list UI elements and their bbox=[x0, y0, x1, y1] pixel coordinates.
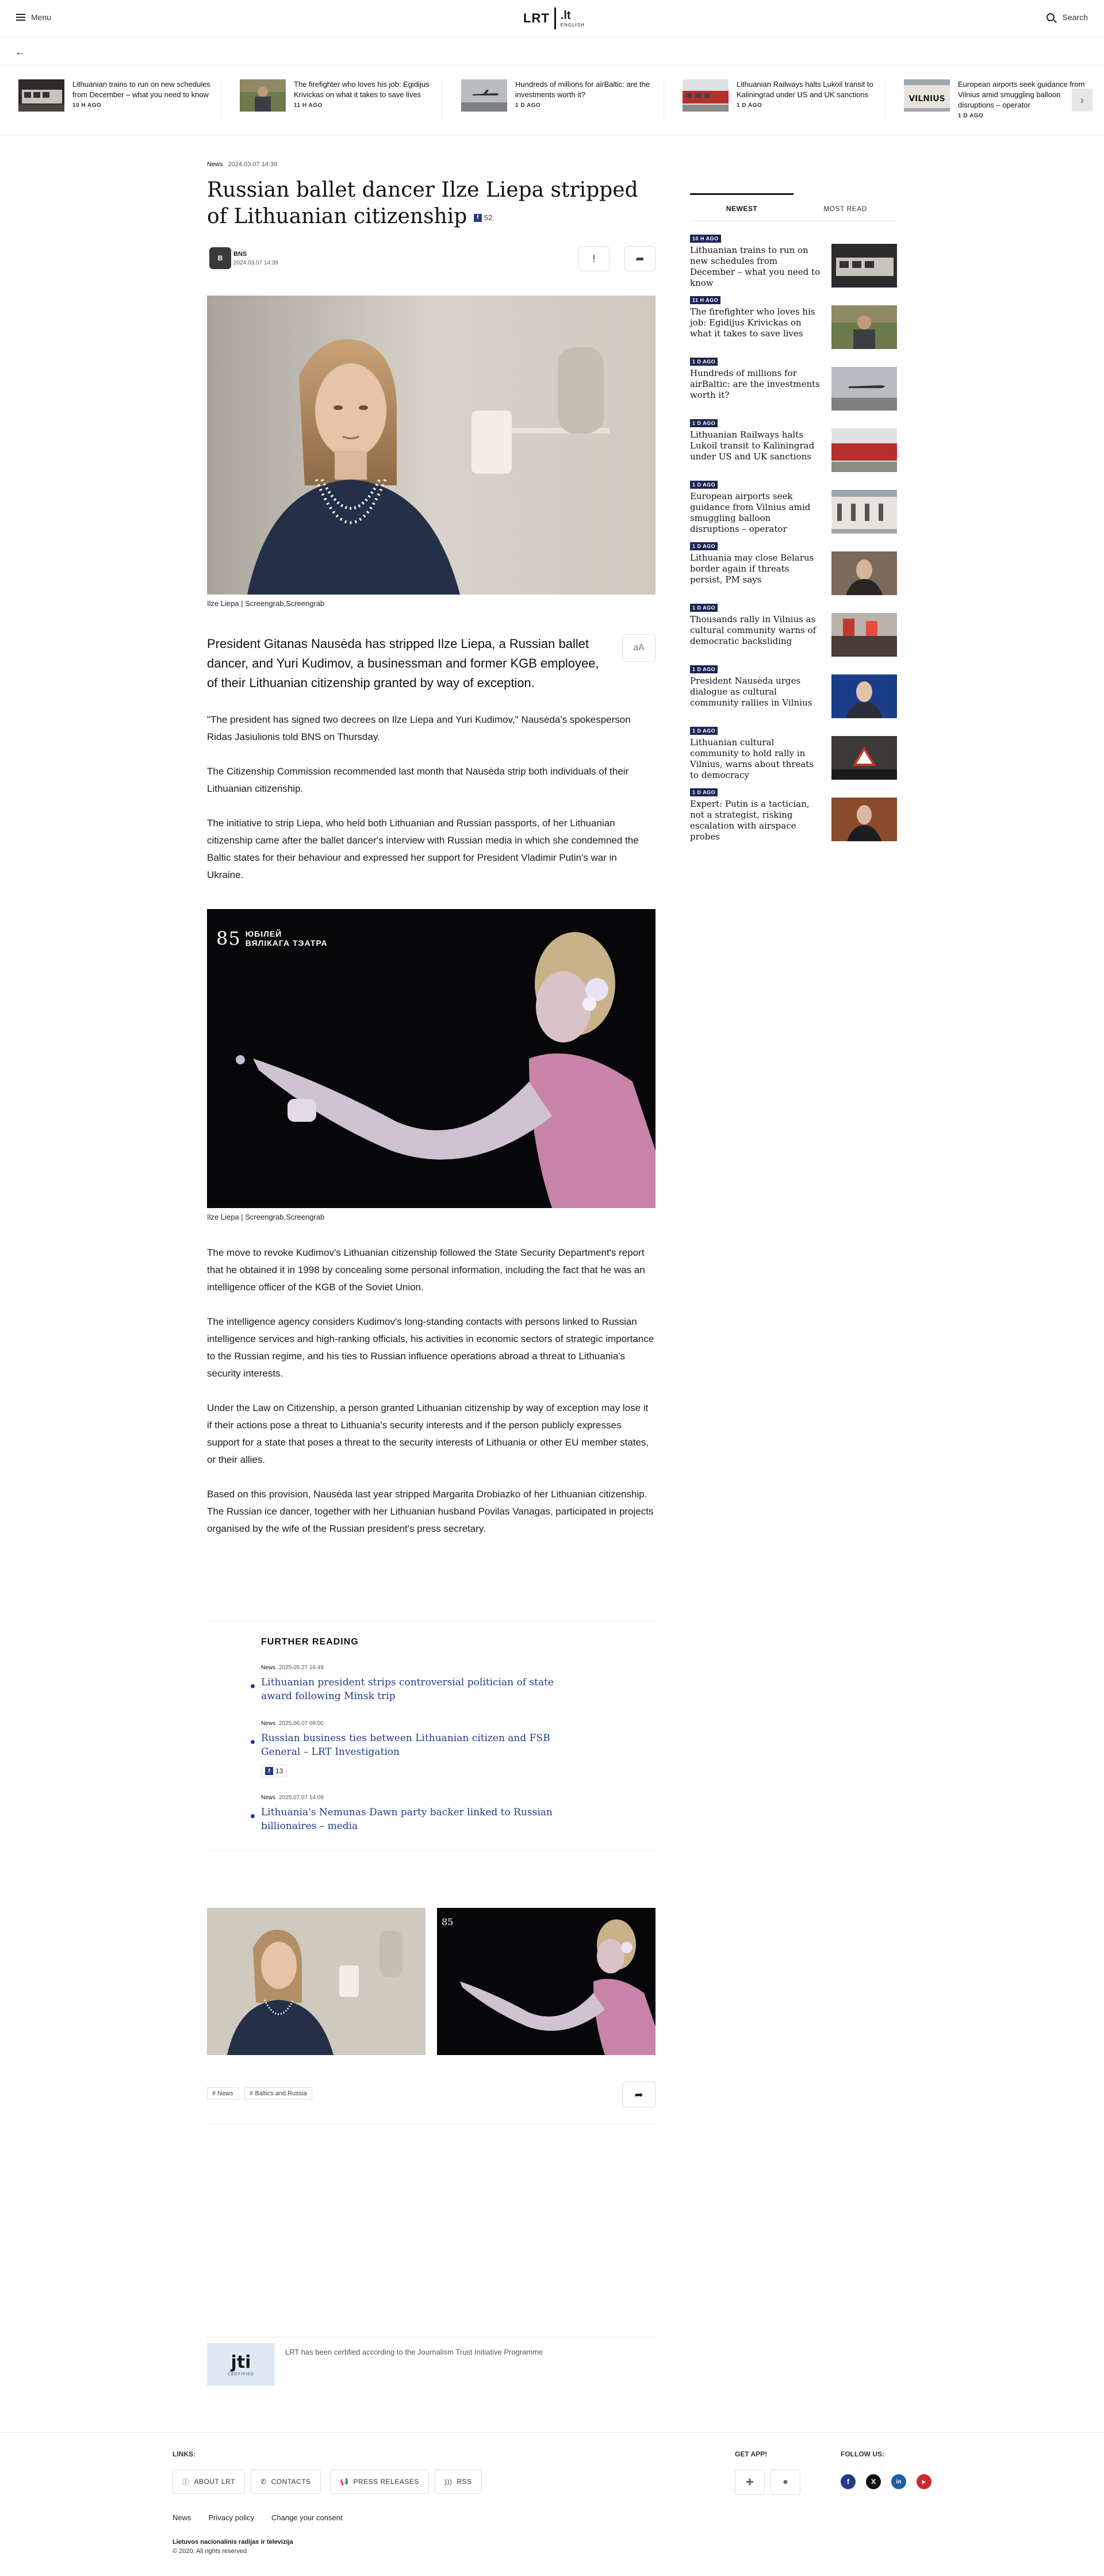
tag-news[interactable]: # News bbox=[207, 2087, 239, 2100]
phone-icon: ✆ bbox=[260, 2478, 267, 2486]
menu-icon bbox=[16, 14, 25, 21]
further-date: 2025.06.07 09:00 bbox=[279, 1720, 324, 1727]
font-size-button[interactable]: aA bbox=[622, 634, 656, 662]
photo-gallery bbox=[207, 1908, 656, 2055]
gallery-ballet bbox=[437, 1908, 656, 2055]
sidebar-news-item[interactable] bbox=[690, 344, 897, 405]
sidebar-news-title[interactable]: Lithuanian cultural community to hold rally in Vilnius, warns about threats to democracy bbox=[690, 737, 814, 780]
strip-thumb-plane bbox=[461, 79, 507, 112]
share-button[interactable] bbox=[622, 2082, 656, 2108]
sidebar-thumbnail bbox=[831, 244, 897, 288]
gallery-overlay-number: 85 bbox=[442, 1916, 454, 1927]
sidebar-news-title[interactable]: President Nausėda urges dialogue as cultural community rallies in Vilnius bbox=[690, 676, 812, 708]
further-meta bbox=[261, 1795, 656, 1801]
android-icon: ✚ bbox=[746, 2478, 754, 2487]
site-header bbox=[0, 0, 1104, 37]
paragraph: The move to revoke Kudimov's Lithuanian citizenship followed the State Security Department's report that he obtained it in 1998 by concealing some personal information, including the fact that he was an intelligence officer of the KGB of the Soviet Union. bbox=[207, 1247, 645, 1293]
paragraph: The initiative to strip Liepa, who held both Lithuanian and Russian passports, of her Lithuanian citizenship came after the ballet dancer's interview with Russian media in which she condemned the Baltic states for their behaviour and expressed her support for President Vladimir Putin's war in Ukraine. bbox=[207, 818, 639, 880]
author-name[interactable]: BNS bbox=[233, 251, 247, 258]
youtube-icon[interactable]: ▶ bbox=[917, 2474, 931, 2489]
sidebar-news-title[interactable]: Lithuanian Railways halts Lukoil transit to Kaliningrad under US and UK sanctions bbox=[690, 430, 815, 462]
further-meta bbox=[261, 1665, 656, 1671]
article-date: 2024.03.07 14:39 bbox=[228, 161, 278, 168]
jti-logo[interactable] bbox=[207, 2343, 275, 2386]
share-arrow-icon: ➦ bbox=[634, 2088, 643, 2100]
strip-item[interactable] bbox=[885, 79, 1104, 122]
facebook-icon[interactable]: f bbox=[841, 2474, 856, 2489]
strip-item[interactable] bbox=[0, 79, 221, 122]
footer-link-rss[interactable] bbox=[435, 2470, 482, 2494]
sidebar-thumbnail bbox=[831, 674, 897, 718]
sidebar-news-item[interactable] bbox=[690, 651, 897, 713]
strip-thumb-train bbox=[18, 79, 64, 112]
back-bar bbox=[0, 37, 1104, 66]
further-meta bbox=[261, 1720, 656, 1727]
facebook-share-count[interactable] bbox=[261, 1765, 287, 1777]
sidebar-thumbnail bbox=[831, 428, 897, 472]
footer-link-label: PRESS RELEASES bbox=[353, 2478, 419, 2486]
report-button[interactable] bbox=[578, 246, 610, 271]
sidebar-thumbnail bbox=[831, 798, 897, 841]
android-app-button[interactable] bbox=[735, 2470, 765, 2495]
article-section[interactable]: News bbox=[207, 161, 223, 168]
linkedin-icon[interactable]: in bbox=[891, 2474, 906, 2489]
facebook-count-value: 13 bbox=[275, 1767, 283, 1775]
paragraph: "The president has signed two decrees on Ilze Liepa and Yuri Kudimov," Nausėda's spokesperson Ridas Jasiulionis told BNS on Thursday. bbox=[207, 714, 631, 742]
further-reading bbox=[207, 1620, 656, 1851]
image-overlay bbox=[216, 927, 328, 949]
further-section: News bbox=[261, 1665, 276, 1671]
megaphone-icon: 📢 bbox=[340, 2478, 349, 2486]
follow-label: FOLLOW US: bbox=[841, 2450, 884, 2458]
vilnius-sign-text: VILNIUS bbox=[908, 94, 945, 103]
footer-link-press[interactable] bbox=[330, 2470, 429, 2494]
sidebar-news-title[interactable]: Expert: Putin is a tactician, not a strategist, risking escalation with airspace probes bbox=[690, 799, 810, 842]
sidebar-news-title[interactable]: Hundreds of millions for airBaltic: are the investments worth it? bbox=[690, 368, 820, 400]
exclamation-icon: ! bbox=[592, 252, 596, 264]
sidebar-news-title[interactable]: Lithuania may close Belarus border again if threats persist, PM says bbox=[690, 553, 814, 585]
strip-item[interactable] bbox=[664, 79, 885, 122]
site-footer bbox=[0, 2432, 1104, 2576]
ballet-image bbox=[207, 909, 656, 1208]
jti-certification bbox=[207, 2337, 656, 2386]
menu-label: Menu bbox=[31, 13, 52, 22]
sidebar-news-title[interactable]: Thousands rally in Vilnius as cultural community warns of democratic backsliding bbox=[690, 614, 816, 646]
app-label: GET APP! bbox=[735, 2450, 768, 2458]
bullet-dot bbox=[251, 1684, 255, 1688]
paragraph: The intelligence agency considers Kudimov's long-standing contacts with persons linked to Russian intelligence services and high-ranking officials, his activities in economic sectors of strategic importance to the Russian regime, and his ties to Russian influence operations abroad a threat to Lithuania's security interests. bbox=[207, 1316, 654, 1379]
sidebar-news-item[interactable] bbox=[690, 467, 897, 534]
share-arrow-icon: ➦ bbox=[635, 252, 645, 264]
strip-item[interactable] bbox=[443, 79, 664, 122]
logo-domain-text: .lt bbox=[560, 9, 571, 22]
x-icon[interactable]: X bbox=[866, 2474, 881, 2489]
overlay-line1: ЮБІЛЕЙ bbox=[245, 929, 282, 938]
portrait-image bbox=[207, 296, 656, 595]
author-avatar: B bbox=[209, 247, 231, 269]
paragraph: The Citizenship Commission recommended last month that Nausėda strip both individuals of their Lithuanian citizenship. bbox=[207, 766, 629, 794]
sidebar-news-title[interactable]: The firefighter who loves his job: Egidijus Krivickas on what it takes to save lives bbox=[690, 306, 815, 339]
strip-thumb-firefighter bbox=[240, 79, 286, 112]
overlay-line2: ВЯЛІКАГА ТЭАТРА bbox=[245, 938, 328, 948]
search-label: Search bbox=[1062, 13, 1088, 22]
further-item[interactable] bbox=[261, 1665, 656, 1703]
tab-most-read[interactable]: MOST READ bbox=[823, 205, 867, 213]
logo-domain bbox=[561, 10, 585, 28]
sidebar-thumbnail bbox=[831, 305, 897, 349]
time-badge: 11 H AGO bbox=[690, 296, 720, 304]
further-date: 2025.05.27 16:49 bbox=[279, 1665, 324, 1671]
gallery-photo[interactable] bbox=[207, 1908, 425, 2055]
time-badge: 1 D AGO bbox=[690, 481, 718, 489]
further-title[interactable]: Lithuanian president strips controversial politician of state award following Minsk trip bbox=[261, 1677, 554, 1702]
footer-link-label: CONTACTS bbox=[271, 2478, 311, 2486]
search-icon bbox=[1046, 13, 1055, 21]
sidebar-news-item[interactable] bbox=[690, 282, 897, 344]
jti-text: LRT has been certified according to the Journalism Trust Initiative Programme bbox=[285, 2348, 543, 2356]
time-badge: 1 D AGO bbox=[690, 604, 718, 612]
image2-caption: Ilze Liepa | Screengrab,Screengrab bbox=[207, 1213, 325, 1221]
article-meta bbox=[207, 161, 656, 168]
sidebar-list bbox=[690, 221, 897, 842]
time-badge: 1 D AGO bbox=[690, 542, 718, 550]
news-strip bbox=[0, 66, 1104, 136]
sidebar-thumbnail bbox=[831, 367, 897, 411]
facebook-count-value: 52 bbox=[484, 213, 493, 222]
further-item[interactable] bbox=[261, 1795, 656, 1833]
strip-title: Lithuanian Railways halts Lukoil transit to Kaliningrad under US and UK sanctions bbox=[737, 80, 873, 99]
further-title[interactable]: Lithuania's Nemunas Dawn party backer linked to Russian billionaires – media bbox=[261, 1807, 553, 1832]
strip-item[interactable] bbox=[221, 79, 443, 122]
sidebar-news-item[interactable] bbox=[690, 775, 897, 842]
further-title[interactable]: Russian business ties between Lithuanian citizen and FSB General – LRT Investigation bbox=[261, 1732, 550, 1758]
further-date: 2025.07.07 14:09 bbox=[279, 1795, 324, 1801]
footer-link-label: ABOUT LRT bbox=[194, 2478, 235, 2486]
overlay-label bbox=[246, 929, 328, 948]
author-date: 2024.03.07 14:39 bbox=[233, 260, 278, 266]
strip-thumb-railway bbox=[683, 79, 729, 112]
sidebar-news-item[interactable] bbox=[690, 405, 897, 467]
further-section: News bbox=[261, 1795, 276, 1801]
paragraph: Under the Law on Citizenship, a person granted Lithuanian citizenship by way of exception may lose it if their actions pose a threat to Lithuania's security interests and if the person publicly expresses support for a state that poses a threat to the security interests of Lithuania or other EU member states, or their allies. bbox=[207, 1402, 649, 1465]
time-badge: 1 D AGO bbox=[690, 419, 718, 427]
article-lead bbox=[207, 634, 656, 693]
time-badge: 1 D AGO bbox=[690, 788, 718, 796]
bullet-dot bbox=[251, 1814, 255, 1818]
article-title-text: Russian ballet dancer Ilze Liepa stripped of Lithuanian citizenship bbox=[207, 178, 638, 228]
logo-divider bbox=[554, 7, 556, 29]
tags-row bbox=[207, 2076, 656, 2124]
sidebar-thumbnail bbox=[831, 736, 897, 780]
links-label: LINKS: bbox=[172, 2450, 195, 2458]
strip-time: 1 D AGO bbox=[737, 102, 762, 109]
time-badge: 1 D AGO bbox=[690, 358, 718, 366]
second-image[interactable] bbox=[207, 909, 656, 1208]
strip-time: 11 H AGO bbox=[294, 102, 323, 109]
logo-sub-text: ENGLISH bbox=[560, 22, 585, 28]
copyright: © 2020. All rights reserved bbox=[172, 2548, 247, 2555]
facebook-share-count[interactable] bbox=[474, 205, 492, 231]
author-row bbox=[207, 245, 656, 273]
footer-privacy-link[interactable]: Privacy policy bbox=[208, 2513, 254, 2522]
sidebar-news-title[interactable]: European airports seek guidance from Vilnius amid smuggling balloon disruptions – operator bbox=[690, 491, 811, 534]
time-badge: 10 H AGO bbox=[690, 235, 721, 243]
ios-app-button[interactable] bbox=[770, 2470, 800, 2495]
further-reading-heading: FURTHER READING bbox=[261, 1637, 359, 1647]
apple-icon: ● bbox=[783, 2477, 788, 2487]
gallery-portrait bbox=[207, 1908, 425, 2055]
facebook-icon: f bbox=[474, 214, 482, 222]
article-title bbox=[207, 177, 656, 231]
search-button[interactable] bbox=[1046, 13, 1088, 22]
sidebar-tabs bbox=[690, 193, 897, 221]
sidebar-news-item[interactable] bbox=[690, 590, 897, 651]
strip-title: Lithuanian trains to run on new schedules from December – what you need to know bbox=[72, 80, 210, 99]
strip-title: Hundreds of millions for airBaltic: are the investments worth it? bbox=[515, 80, 650, 99]
footer-link-about[interactable] bbox=[172, 2470, 245, 2494]
menu-button[interactable] bbox=[16, 13, 51, 22]
tab-newest[interactable]: NEWEST bbox=[690, 193, 793, 220]
footer-bottom-links bbox=[172, 2513, 343, 2522]
bullet-dot bbox=[251, 1740, 255, 1744]
back-arrow-icon[interactable]: ← bbox=[15, 46, 25, 57]
strip-time: 10 H AGO bbox=[72, 102, 102, 109]
gallery-photo[interactable] bbox=[437, 1908, 656, 2055]
further-section: News bbox=[261, 1720, 276, 1727]
chevron-right-icon: › bbox=[1080, 94, 1084, 106]
strip-time: 1 D AGO bbox=[515, 102, 541, 109]
footer-consent-link[interactable]: Change your consent bbox=[271, 2513, 343, 2522]
logo-text: LRT bbox=[523, 11, 550, 25]
facebook-icon: f bbox=[265, 1767, 273, 1775]
further-item[interactable] bbox=[261, 1720, 656, 1777]
article bbox=[207, 161, 656, 1538]
paragraph: Based on this provision, Nausėda last year stripped Margarita Drobiazko of her Lithuanian citizenship. The Russian ice dancer, together with her Lithuanian husband Povilas Vanagas, participated in projects organised by the wife of the Russian president's press secretary. bbox=[207, 1489, 654, 1534]
share-button[interactable] bbox=[624, 246, 656, 271]
sidebar-news-title[interactable]: Lithuanian trains to run on new schedules from December – what you need to know bbox=[690, 245, 821, 288]
info-icon: ⓘ bbox=[182, 2478, 190, 2486]
footer-news-link[interactable]: News bbox=[172, 2513, 191, 2522]
sidebar-news-item[interactable] bbox=[690, 221, 897, 288]
strip-thumb-airport bbox=[904, 79, 950, 112]
sidebar-thumbnail bbox=[831, 490, 897, 534]
overlay-number: 85 bbox=[216, 927, 241, 949]
hero-image[interactable] bbox=[207, 296, 656, 595]
time-badge: 1 D AGO bbox=[690, 665, 718, 673]
strip-time: 1 D AGO bbox=[958, 113, 984, 119]
jti-logo-text: jti bbox=[231, 2352, 251, 2372]
sidebar-thumbnail bbox=[831, 551, 897, 595]
strip-title: The firefighter who loves his job: Egidijus Krivickas on what it takes to save lives bbox=[294, 80, 430, 99]
rss-icon: ))) bbox=[444, 2478, 453, 2486]
sidebar-thumbnail bbox=[831, 613, 897, 657]
tag-baltics-russia[interactable]: # Baltics and Russia bbox=[244, 2087, 312, 2100]
footer-link-label: RSS bbox=[457, 2478, 472, 2486]
sidebar-news-item[interactable] bbox=[690, 713, 897, 780]
strip-title: European airports seek guidance from Vilnius amid smuggling balloon disruptions – operator bbox=[958, 80, 1085, 109]
company-name: Lietuvos nacionalinis radijas ir televizija bbox=[172, 2539, 293, 2546]
hero-caption: Ilze Liepa | Screengrab,Screengrab bbox=[207, 599, 325, 608]
sidebar-news-item[interactable] bbox=[690, 528, 897, 590]
strip-next-button[interactable] bbox=[1072, 89, 1092, 112]
sidebar bbox=[690, 193, 897, 842]
site-logo[interactable] bbox=[523, 7, 585, 30]
lead-text: President Gitanas Nausėda has stripped Ilze Liepa, a Russian ballet dancer, and Yuri Kudimov, a businessman and former KGB employee, of their Lithuanian citizenship granted by way of exception. bbox=[207, 637, 599, 690]
time-badge: 1 D AGO bbox=[690, 727, 718, 735]
footer-link-contacts[interactable] bbox=[251, 2470, 321, 2494]
jti-logo-sub: CERTIFIED bbox=[228, 2372, 254, 2376]
